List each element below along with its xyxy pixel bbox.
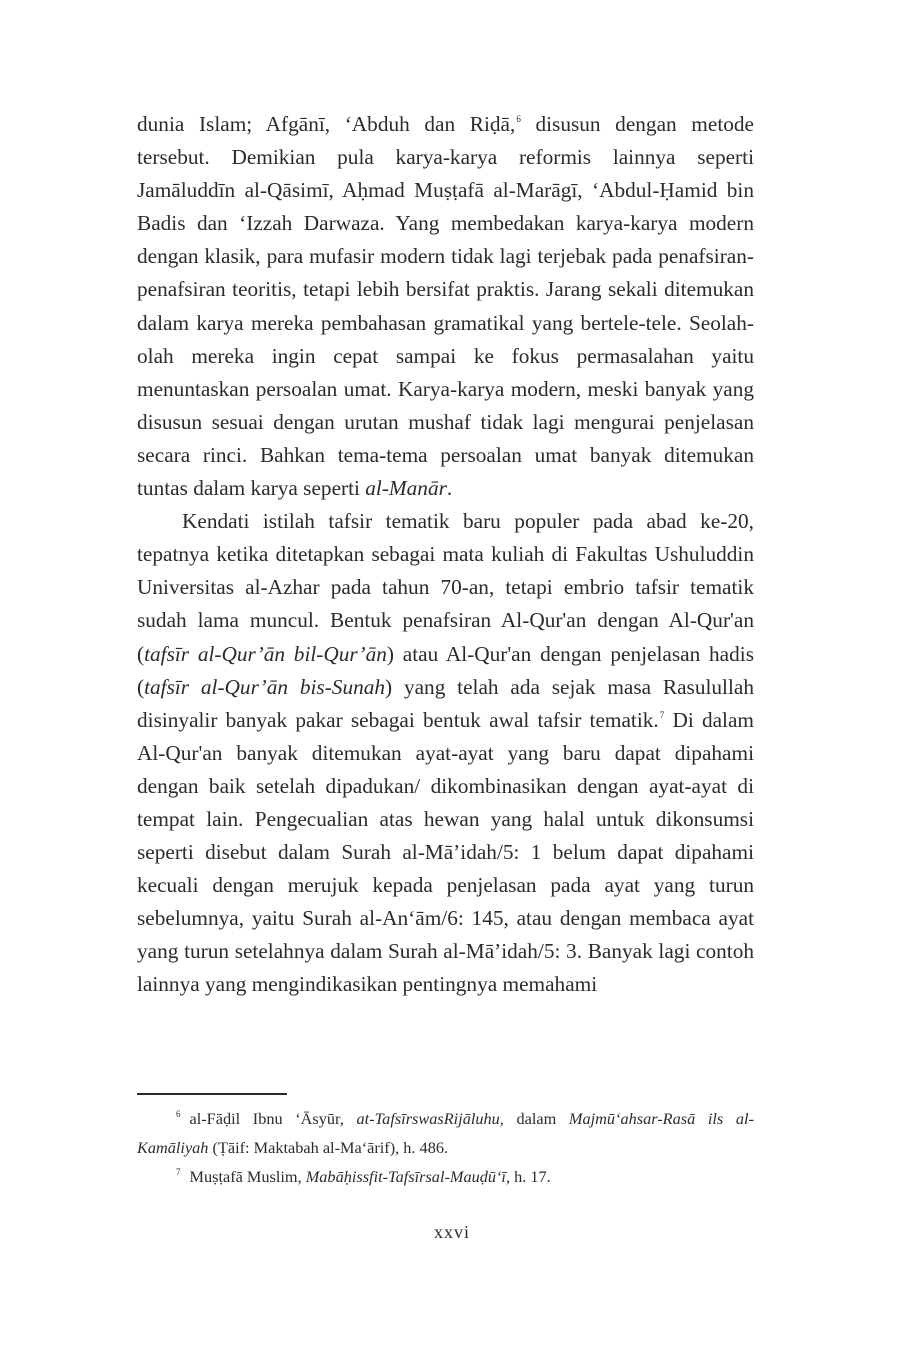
paragraph-1-end: . [446,476,453,501]
footnote-7 [137,1162,754,1191]
footnote-separator [137,1093,287,1095]
page-number: xxvi [433,1222,470,1242]
footnote-6-text-a: al-Fāḍil Ibnu ‘Āsyūr, [189,1109,357,1128]
paragraph-2 [137,505,754,1001]
footnotes [137,1104,754,1191]
footnote-6-title-1: at-TafsīrswasRijāluhu, [356,1109,504,1128]
book-title-al-manar: al-Manār [365,476,447,501]
footnote-ref-7[interactable]: 7 [659,709,665,720]
footnote-6-text-b: dalam [503,1109,569,1128]
paragraph-1-text-b: disusun dengan metode tersebut. Demikian pula karya-karya reformis lainnya seperti Jamāluddīn al-Qāsimī, Aḥmad Muṣṭafā al-Marāgī, ‘Abdul-Ḥamid bin Badis dan ‘Izzah Darwaza. Yang membedakan karya-karya modern dengan klasik, para mufasir modern tidak lagi terjebak pada penafsiran-penafsiran teoritis, tetapi lebih bersifat praktis. Jarang sekali ditemukan dalam karya mereka pembahasan gramatikal yang bertele-tele. Seolah-olah mereka ingin cepat sampai ke fokus permasalahan yaitu menuntaskan persoalan umat. Karya-karya modern, meski banyak yang disusun sesuai dengan urutan mushaf tidak lagi mengurai penjelasan secara rinci. Bahkan tema-tema persoalan umat banyak ditemukan tuntas dalam karya seperti [137,112,754,501]
footnote-6-number: 6 [176,1109,181,1119]
footnote-6 [137,1104,754,1162]
footnote-6-text-c: (Ṭāif: Maktabah al-Ma‘ārif), h. 486. [208,1138,449,1157]
footnote-7-text-b: h. 17. [510,1167,551,1186]
paragraph-2-text-b: ) atau Al-Qur'an dengan penjelasan hadis ( [137,641,754,699]
paragraph-2-text-c: ) yang telah ada sejak masa Rasulullah disinyalir banyak pakar sebagai bentuk awal tafsir tematik. [137,674,754,732]
footnote-7-title: Mabāḥissfit-Tafsīrsal-Mauḍū‘ī, [305,1167,511,1186]
footnote-ref-6[interactable]: 6 [516,114,521,124]
paragraph-2-text-d: Di dalam Al-Qur'an banyak ditemukan ayat-ayat yang baru dapat dipahami dengan baik setelah dipadukan/ dikombinasikan dengan ayat-ayat di tempat lain. Pengecualian atas hewan yang halal untuk dikonsumsi seperti disebut dalam Surah al-Mā’idah/5: 1 belum dapat dipahami kecuali dengan merujuk kepada penjelasan pada ayat yang turun sebelumnya, yaitu Surah al-An‘ām/6: 145, atau dengan membaca ayat yang turun setelahnya dalam Surah al-Mā’idah/5: 3. Banyak lagi contoh lainnya yang mengindikasikan pentingnya memahami [137,707,754,997]
term-tafsir-bil-quran: tafsīr al-Qur’ān bil-Qur’ān [144,641,387,666]
paragraph-1 [137,108,754,505]
paragraph-2-text-a: Kendati istilah tafsir tematik baru populer pada abad ke-20, tepatnya ketika ditetapkan sebagai mata kuliah di Fakultas Ushuluddin Universitas al-Azhar pada tahun 70-an, tetapi embrio tafsir tematik sudah lama muncul. Bentuk penafsiran Al-Qur'an dengan Al-Qur'an ( [137,509,754,666]
main-text [137,108,754,1002]
footnote-7-text-a: Muṣṭafā Muslim, [189,1167,306,1186]
term-tafsir-bis-sunah: tafsīr al-Qur’ān bis-Sunah [144,674,386,699]
page-content [137,108,754,1002]
footnote-6-title-2: Majmū‘ahsar-Rasā ils al-Kamāliyah [137,1109,754,1157]
paragraph-1-text-a: dunia Islam; Afgānī, ‘Abduh dan Riḍā, [137,112,516,136]
footnote-7-number: 7 [176,1167,181,1177]
